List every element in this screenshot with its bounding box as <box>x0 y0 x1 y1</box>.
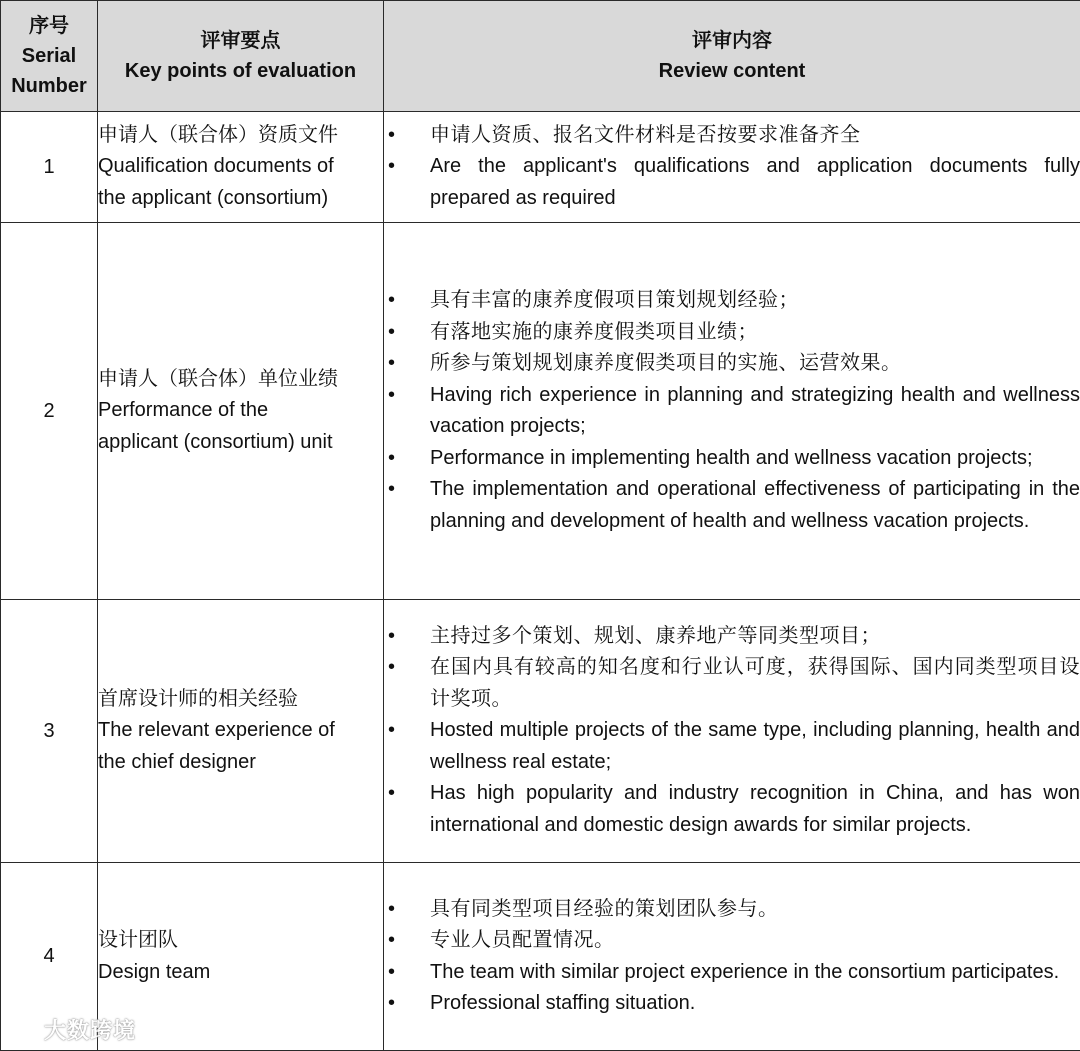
serial-number-cell: 2 <box>1 223 98 600</box>
list-item: • Professional staffing situation. <box>384 988 1080 1020</box>
header-serial-number: 序号 Serial Number <box>1 1 98 112</box>
key-point-cell: 申请人（联合体）单位业绩 Performance of the applicant (consortium) unit <box>98 223 384 600</box>
bullet-icon: • <box>388 624 396 647</box>
bullet-icon: • <box>388 478 396 500</box>
list-item: • 具有丰富的康养度假项目策划规划经验； <box>384 285 1080 317</box>
header-review-content: 评审内容 Review content <box>384 1 1080 112</box>
bullet-icon: • <box>388 960 396 983</box>
list-item: • The implementation and operational effectiveness of participating in the planning and development of health and wellness vacation projects. <box>384 474 1080 537</box>
bullet-icon: • <box>388 446 396 469</box>
list-item: • Hosted multiple projects of the same type, including planning, health and wellness real estate; <box>384 715 1080 778</box>
list-item: • 申请人资质、报名文件材料是否按要求准备齐全 <box>384 120 1080 152</box>
table-header-row <box>1 1 1080 112</box>
header-key-points: 评审要点 Key points of evaluation <box>98 1 384 112</box>
key-point-cell: 设计团队 Design team <box>98 863 384 1051</box>
bullet-icon: • <box>388 155 396 178</box>
list-item: • 具有同类型项目经验的策划团队参与。 <box>384 894 1080 926</box>
bullet-icon: • <box>388 289 396 311</box>
list-item: • The team with similar project experience in the consortium participates. <box>384 957 1080 989</box>
list-item: • 所参与策划规划康养度假类项目的实施、运营效果。 <box>384 348 1080 380</box>
bullet-icon: • <box>388 320 396 343</box>
table-row <box>1 600 1080 863</box>
bullet-icon: • <box>388 782 396 805</box>
table-row <box>1 112 1080 223</box>
bullet-list <box>384 120 1080 215</box>
table-row <box>1 223 1080 600</box>
list-item: • 有落地实施的康养度假类项目业绩； <box>384 317 1080 349</box>
bullet-icon: • <box>388 719 396 742</box>
table-row <box>1 863 1080 1051</box>
bullet-icon: • <box>388 383 396 406</box>
bullet-icon: • <box>388 929 396 951</box>
bullet-list <box>384 894 1080 1020</box>
list-item: • 在国内具有较高的知名度和行业认可度，获得国际、国内同类型项目设计奖项。 <box>384 652 1080 715</box>
list-item: • Performance in implementing health and wellness vacation projects; <box>384 443 1080 475</box>
serial-number-cell: 1 <box>1 112 98 223</box>
bullet-icon: • <box>388 352 396 374</box>
list-item: • Has high popularity and industry recognition in China, and has won international and domestic design awards for similar projects. <box>384 778 1080 841</box>
review-content-cell <box>384 112 1080 223</box>
bullet-list <box>384 621 1080 842</box>
serial-number-cell: 4 <box>1 863 98 1051</box>
list-item: • Having rich experience in planning and strategizing health and wellness vacation projects; <box>384 380 1080 443</box>
list-item: • 主持过多个策划、规划、康养地产等同类型项目； <box>384 621 1080 653</box>
review-content-cell <box>384 223 1080 600</box>
bullet-icon: • <box>388 897 396 920</box>
list-item: • 专业人员配置情况。 <box>384 925 1080 957</box>
review-content-cell <box>384 600 1080 863</box>
bullet-icon: • <box>388 992 396 1014</box>
key-point-cell: 首席设计师的相关经验 The relevant experience of the chief designer <box>98 600 384 863</box>
watermark: 大数跨境 <box>10 1014 136 1045</box>
key-point-cell: 申请人（联合体）资质文件 Qualification documents of the applicant (consortium) <box>98 112 384 223</box>
bullet-icon: • <box>388 656 396 679</box>
serial-number-cell: 3 <box>1 600 98 863</box>
bullet-icon: • <box>388 123 396 146</box>
wechat-like-icon <box>10 1016 40 1044</box>
list-item: • Are the applicant's qualifications and application documents fully prepared as required <box>384 151 1080 214</box>
review-content-cell <box>384 863 1080 1051</box>
bullet-list <box>384 285 1080 537</box>
